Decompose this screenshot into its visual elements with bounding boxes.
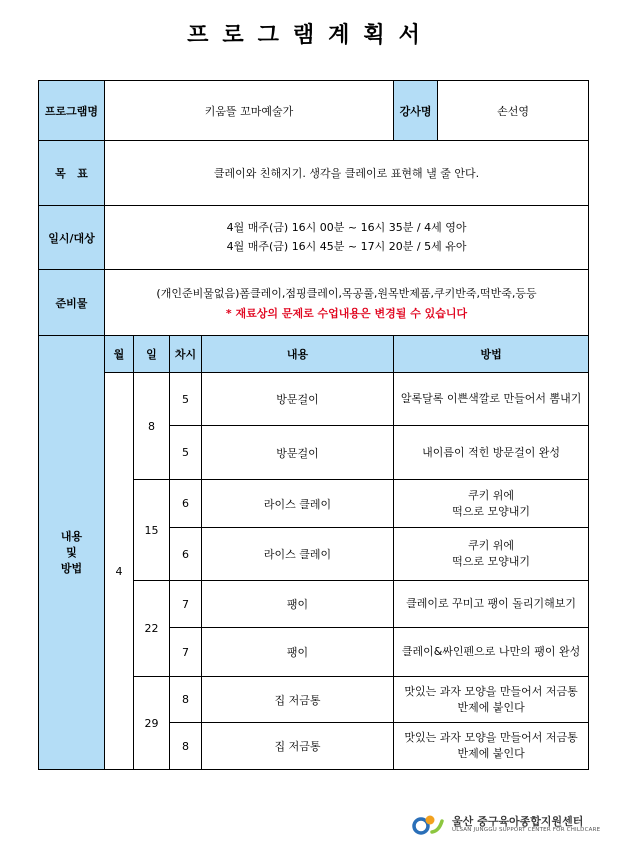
method-line: 클레이로 꾸미고 팽이 돌리기해보기 (406, 597, 577, 610)
header-content: 내용 (202, 336, 394, 373)
program-plan-table (38, 80, 589, 770)
method-cell (394, 480, 589, 528)
schedule-line: 4월 매주(금) 16시 00분 ~ 16시 35분 / 4세 영아 (226, 221, 467, 234)
content-cell: 집 저금통 (202, 723, 394, 770)
content-cell: 방문걸이 (202, 373, 394, 426)
method-line: 반제에 붙인다 (457, 747, 525, 760)
table-row (39, 373, 589, 426)
session-cell: 7 (170, 581, 202, 628)
day-cell: 8 (134, 373, 170, 480)
organization-english-name: ULSAN JUNGGU SUPPORT CENTER FOR CHILDCARE (452, 827, 601, 833)
organization-footer (412, 810, 601, 838)
session-cell: 6 (170, 480, 202, 528)
schedule-value (105, 206, 589, 270)
header-month: 월 (105, 336, 134, 373)
method-cell (394, 373, 589, 426)
organization-logo-icon (412, 812, 446, 836)
method-line: 맛있는 과자 모양을 만들어서 저금통 (404, 684, 578, 698)
document-title: 프로그램계획서 (187, 23, 434, 48)
content-cell: 집 저금통 (202, 677, 394, 723)
content-cell: 방문걸이 (202, 426, 394, 480)
goal-value: 클레이와 친해지기. 생각을 클레이로 표현해 낼 줄 안다. (105, 141, 589, 206)
schedule-label: 일시/대상 (39, 206, 105, 270)
method-cell (394, 628, 589, 677)
materials-label: 준비물 (39, 270, 105, 336)
schedule-line: 4월 매주(금) 16시 45분 ~ 17시 20분 / 5세 유아 (226, 240, 467, 253)
session-cell: 8 (170, 723, 202, 770)
month-cell: 4 (105, 373, 134, 770)
session-cell: 5 (170, 426, 202, 480)
plan-section-label (39, 336, 105, 770)
method-line: 쿠키 위에 (468, 488, 515, 502)
method-line: 클레이&싸인펜으로 나만의 팽이 완성 (401, 645, 581, 658)
plan-label-line: 및 (66, 545, 77, 559)
session-cell: 6 (170, 528, 202, 581)
goal-label: 목 표 (39, 141, 105, 206)
method-cell (394, 723, 589, 770)
content-cell: 라이스 클레이 (202, 528, 394, 581)
method-cell (394, 677, 589, 723)
materials-value (105, 270, 589, 336)
method-line: 알록달록 이쁜색깔로 만들어서 뽐내기 (400, 392, 582, 405)
organization-name: 울산 중구육아종합지원센터 (452, 815, 584, 828)
method-cell (394, 426, 589, 480)
method-line: 반제에 붙인다 (457, 700, 525, 714)
plan-label-line: 방법 (60, 561, 83, 575)
materials-list: (개인준비물없음)폼클레이,점핑클레이,목공풀,원목반제품,쿠키반죽,떡반죽,등등 (156, 286, 537, 300)
content-cell: 팽이 (202, 628, 394, 677)
header-session: 차시 (170, 336, 202, 373)
method-line: 떡으로 모양내기 (452, 555, 531, 568)
content-cell: 팽이 (202, 581, 394, 628)
teacher-value: 손선영 (438, 81, 589, 141)
header-day: 일 (134, 336, 170, 373)
method-line: 맛있는 과자 모양을 만들어서 저금통 (404, 731, 578, 744)
method-line: 내이름이 적힌 방문걸이 완성 (422, 445, 561, 459)
program-name-value: 키움뜰 꼬마예술가 (105, 81, 394, 141)
teacher-label: 강사명 (394, 81, 438, 141)
session-cell: 8 (170, 677, 202, 723)
session-cell: 7 (170, 628, 202, 677)
day-cell: 29 (134, 677, 170, 770)
method-line: 쿠키 위에 (468, 539, 515, 552)
plan-label-line: 내용 (60, 529, 83, 543)
header-method: 방법 (394, 336, 589, 373)
session-cell: 5 (170, 373, 202, 426)
method-cell (394, 528, 589, 581)
method-cell (394, 581, 589, 628)
method-line: 떡으로 모양내기 (452, 504, 531, 518)
materials-warning: * 재료상의 문제로 수업내용은 변경될 수 있습니다 (225, 306, 468, 320)
content-cell: 라이스 클레이 (202, 480, 394, 528)
program-name-label: 프로그램명 (39, 81, 105, 141)
day-cell: 15 (134, 480, 170, 581)
day-cell: 22 (134, 581, 170, 677)
